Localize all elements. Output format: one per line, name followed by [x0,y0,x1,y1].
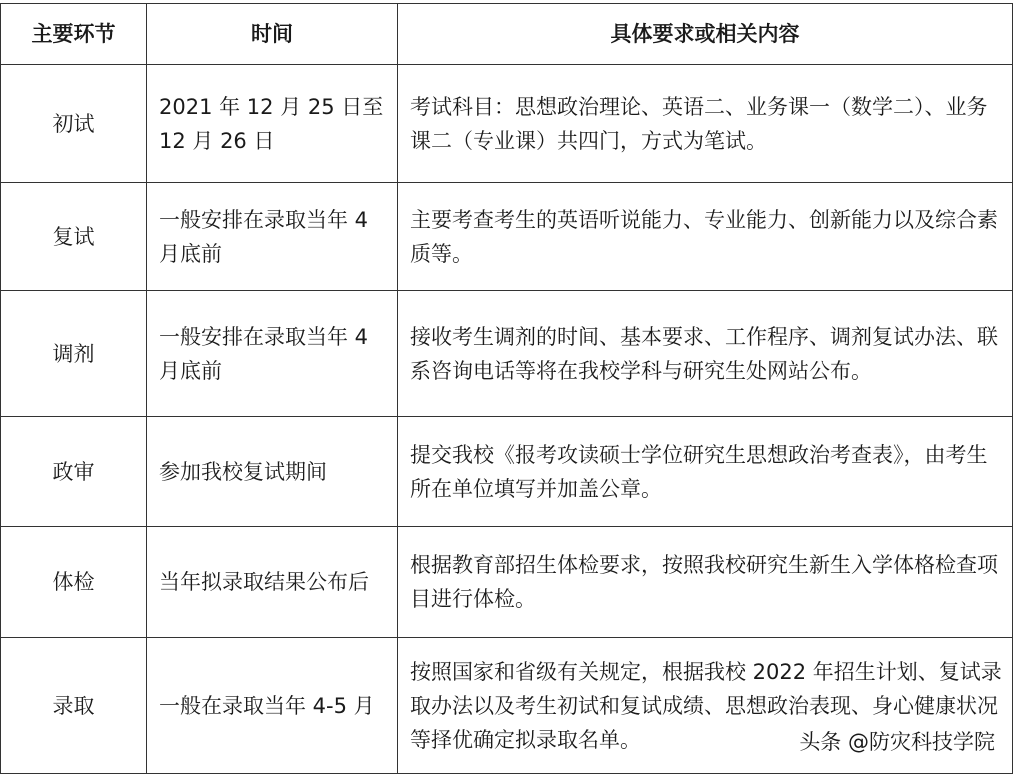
time-text: 一般安排在录取当年 4 月底前 [159,207,369,266]
content-cell [398,417,1013,527]
content-text: 考试科目：思想政治理论、英语二、业务课一（数学二）、业务课二（专业课）共四门，方式为笔试。 [410,94,988,153]
content-text: 接收考生调剂的时间、基本要求、工作程序、调剂复试办法、联系咨询电话等将在我校学科与研究生处网站公布。 [410,324,998,383]
admission-schedule-table [0,3,1013,774]
content-cell [398,527,1013,638]
time-text: 参加我校复试期间 [159,459,327,484]
time-cell [147,183,398,291]
header-stage: 主要环节 [1,4,147,65]
content-cell [398,183,1013,291]
content-cell [398,65,1013,183]
stage-cell: 调剂 [1,291,147,417]
stage-cell: 体检 [1,527,147,638]
table-row [1,417,1013,527]
stage-cell: 录取 [1,638,147,774]
stage-cell: 复试 [1,183,147,291]
time-text: 一般在录取当年 4-5 月 [159,693,375,718]
table-row [1,183,1013,291]
time-text: 当年拟录取结果公布后 [159,570,369,594]
table-row [1,65,1013,183]
content-text: 提交我校《报考攻读硕士学位研究生思想政治考查表》，由考生所在单位填写并加盖公章。 [410,442,988,501]
time-cell [147,417,398,527]
table-row [1,291,1013,417]
content-text: 根据教育部招生体检要求，按照我校研究生新生入学体格检查项目进行体检。 [410,553,998,611]
content-cell [398,291,1013,417]
time-text: 2021 年 12 月 25 日至 12 月 26 日 [159,94,384,153]
time-text: 一般安排在录取当年 4 月底前 [159,324,369,383]
time-cell [147,638,398,774]
header-time: 时间 [147,4,398,65]
time-cell [147,65,398,183]
content-text: 按照国家和省级有关规定，根据我校 2022 年招生计划、复试录取办法以及考生初试和复试成绩、思想政治表现、身心健康状况等择优确定拟录取名单。 [410,659,1002,752]
table-row [1,527,1013,638]
content-text: 主要考查考生的英语听说能力、专业能力、创新能力以及综合素质等。 [410,207,998,266]
stage-cell: 政审 [1,417,147,527]
header-content: 具体要求或相关内容 [398,4,1013,65]
time-cell [147,527,398,638]
watermark: 头条 @防灾科技学院 [799,730,995,754]
table-header-row [1,4,1013,65]
stage-cell: 初试 [1,65,147,183]
time-cell [147,291,398,417]
